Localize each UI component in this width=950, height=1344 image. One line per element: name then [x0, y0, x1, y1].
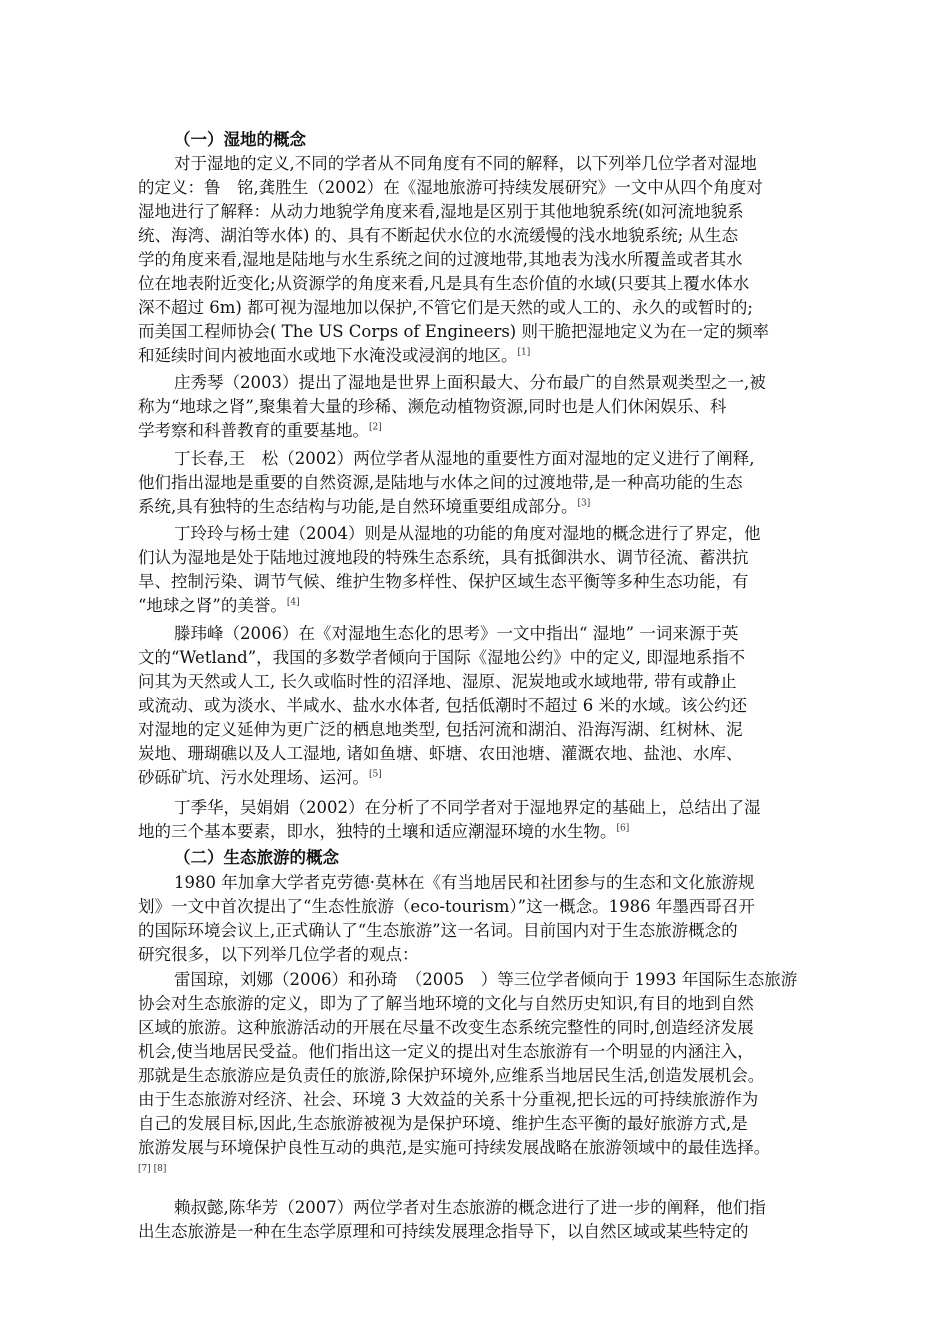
text-line: 赖叔懿,陈华芳（2007）两位学者对生态旅游的概念进行了进一步的阐释，他们指 — [174, 1198, 766, 1217]
text-line: 位在地表附近变化;从资源学的角度来看,凡是具有生态价值的水域(只要其上覆水体水 — [138, 274, 750, 293]
text-line: 庄秀琴（2003）提出了湿地是世界上面积最大、分布最广的自然景观类型之一,被 — [174, 373, 766, 392]
text-line: 他们指出湿地是重要的自然资源,是陆地与水体之间的过渡地带,是一种高功能的生态 — [138, 473, 743, 492]
text-line: 那就是生态旅游应是负责任的旅游,除保护环境外,应维系当地居民生活,创造发展机会。 — [138, 1066, 765, 1085]
citation-ref: [6] — [616, 823, 630, 834]
text-line: 滕玮峰（2006）在《对湿地生态化的思考》一文中指出“ 湿地” 一词来源于英 — [174, 624, 739, 643]
text-span: 地的三个基本要素，即水，独特的土壤和适应潮湿环境的水生物。 — [138, 822, 617, 841]
text-line — [138, 766, 382, 790]
text-span: 系统,具有独特的生态结构与功能,是自然环境重要组成部分。 — [138, 497, 578, 516]
citation-ref: [1] — [517, 347, 531, 358]
text-line: 的定义：鲁 铭,龚胜生（2002）在《湿地旅游可持续发展研究》一文中从四个角度对 — [138, 178, 763, 197]
text-line: 炭地、珊瑚礁以及人工湿地, 诸如鱼塘、虾塘、农田池塘、灌溉农地、盐池、水库、 — [138, 744, 743, 763]
text-line — [138, 344, 530, 368]
text-line: 出生态旅游是一种在生态学原理和可持续发展理念指导下，以自然区域或某些特定的 — [138, 1222, 749, 1241]
text-line: 区域的旅游。这种旅游活动的开展在尽量不改变生态系统完整性的同时,创造经济发展 — [138, 1018, 754, 1037]
text-line — [138, 594, 300, 618]
citation-ref: [7] [8] — [138, 1164, 167, 1174]
text-line — [138, 820, 629, 844]
text-line: 雷国琼，刘娜（2006）和孙琦 （2005 ）等三位学者倾向于 1993 年国际生态旅游 — [174, 970, 798, 989]
text-line: 丁长春,王 松（2002）两位学者从湿地的重要性方面对湿地的定义进行了阐释, — [174, 449, 755, 468]
text-line — [138, 495, 590, 519]
text-span: 和延续时间内被地面水或地下水淹没或浸润的地区。 — [138, 346, 518, 365]
text-line — [138, 419, 382, 443]
text-line: 统、海湾、湖泊等水体) 的、具有不断起伏水位的水流缓慢的浅水地貌系统; 从生态 — [138, 226, 738, 245]
text-line: 对于湿地的定义,不同的学者从不同角度有不同的解释，以下列举几位学者对湿地 — [174, 154, 757, 173]
text-line: 由于生态旅游对经济、社会、环境 3 大效益的关系十分重视,把长远的可持续旅游作为 — [138, 1090, 759, 1109]
text-span: “地球之肾”的美誉。 — [138, 596, 287, 615]
text-line: 学的角度来看,湿地是陆地与水生系统之间的过渡地带,其地表为浅水所覆盖或者其水 — [138, 250, 743, 269]
text-line: 湿地进行了解释：从动力地貌学角度来看,湿地是区别于其他地貌系统(如河流地貌系 — [138, 202, 744, 221]
text-line: 旅游发展与环境保护良性互动的典范,是实施可持续发展战略在旅游领域中的最佳选择。 — [138, 1138, 771, 1157]
text-line: 或流动、或为淡水、半咸水、盐水水体者, 包括低潮时不超过 6 米的水域。该公约还 — [138, 696, 747, 715]
text-line: 深不超过 6m) 都可视为湿地加以保护,不管它们是天然的或人工的、永久的或暂时的; — [138, 298, 753, 317]
section-heading-wetland: （一）湿地的概念 — [174, 130, 306, 149]
text-line: 丁玲玲与杨士建（2004）则是从湿地的功能的角度对湿地的概念进行了界定，他 — [174, 524, 761, 543]
text-line: 丁季华，吴娟娟（2002）在分析了不同学者对于湿地界定的基础上，总结出了湿 — [174, 798, 761, 817]
text-span: 学考察和科普教育的重要基地。 — [138, 421, 369, 440]
text-line: 对湿地的定义延伸为更广泛的栖息地类型, 包括河流和湖泊、沿海泻湖、红树林、泥 — [138, 720, 743, 739]
text-line: 划》一文中首次提出了“生态性旅游（eco-tourism）”这一概念。1986 年墨西哥召开 — [138, 897, 755, 916]
text-line: 协会对生态旅游的定义，即为了了解当地环境的文化与自然历史知识,有目的地到自然 — [138, 994, 754, 1013]
text-line: 1980 年加拿大学者克劳德·莫林在《有当地居民和社团参与的生态和文化旅游规 — [174, 873, 755, 892]
text-line: 旱、控制污染、调节气候、维护生物多样性、保护区域生态平衡等多种生态功能，有 — [138, 572, 749, 591]
section-heading-ecotourism: （二）生态旅游的概念 — [174, 848, 339, 867]
text-line: 文的“Wetland”，我国的多数学者倾向于国际《湿地公约》中的定义, 即湿地系指不 — [138, 648, 746, 667]
text-span: 砂砾矿坑、污水处理场、运河。 — [138, 768, 369, 787]
text-line: 机会,使当地居民受益。他们指出这一定义的提出对生态旅游有一个明显的内涵注入， — [138, 1042, 754, 1061]
citation-ref: [4] — [286, 597, 300, 608]
citation-ref: [2] — [369, 422, 382, 433]
text-line: 们认为湿地是处于陆地过渡地段的特殊生态系统，具有抵御洪水、调节径流、蓄洪抗 — [138, 548, 749, 567]
citation-ref: [3] — [577, 498, 591, 509]
text-line: 研究很多，以下列举几位学者的观点： — [138, 945, 419, 964]
text-line: 而美国工程师协会( The US Corps of Engineers) 则干脆把湿地定义为在一定的频率 — [138, 322, 769, 341]
text-line: 问其为天然或人工, 长久或临时性的沼泽地、湿原、泥炭地或水域地带, 带有或静止 — [138, 672, 737, 691]
text-line: 的国际环境会议上,正式确认了“生态旅游”这一名词。目前国内对于生态旅游概念的 — [138, 921, 738, 940]
text-line: 称为“地球之肾”,聚集着大量的珍稀、濒危动植物资源,同时也是人们休闲娱乐、科 — [138, 397, 727, 416]
citation-ref: [5] — [369, 769, 382, 780]
text-line: 自己的发展目标,因此,生态旅游被视为是保护环境、维护生态平衡的最好旅游方式,是 — [138, 1114, 748, 1133]
